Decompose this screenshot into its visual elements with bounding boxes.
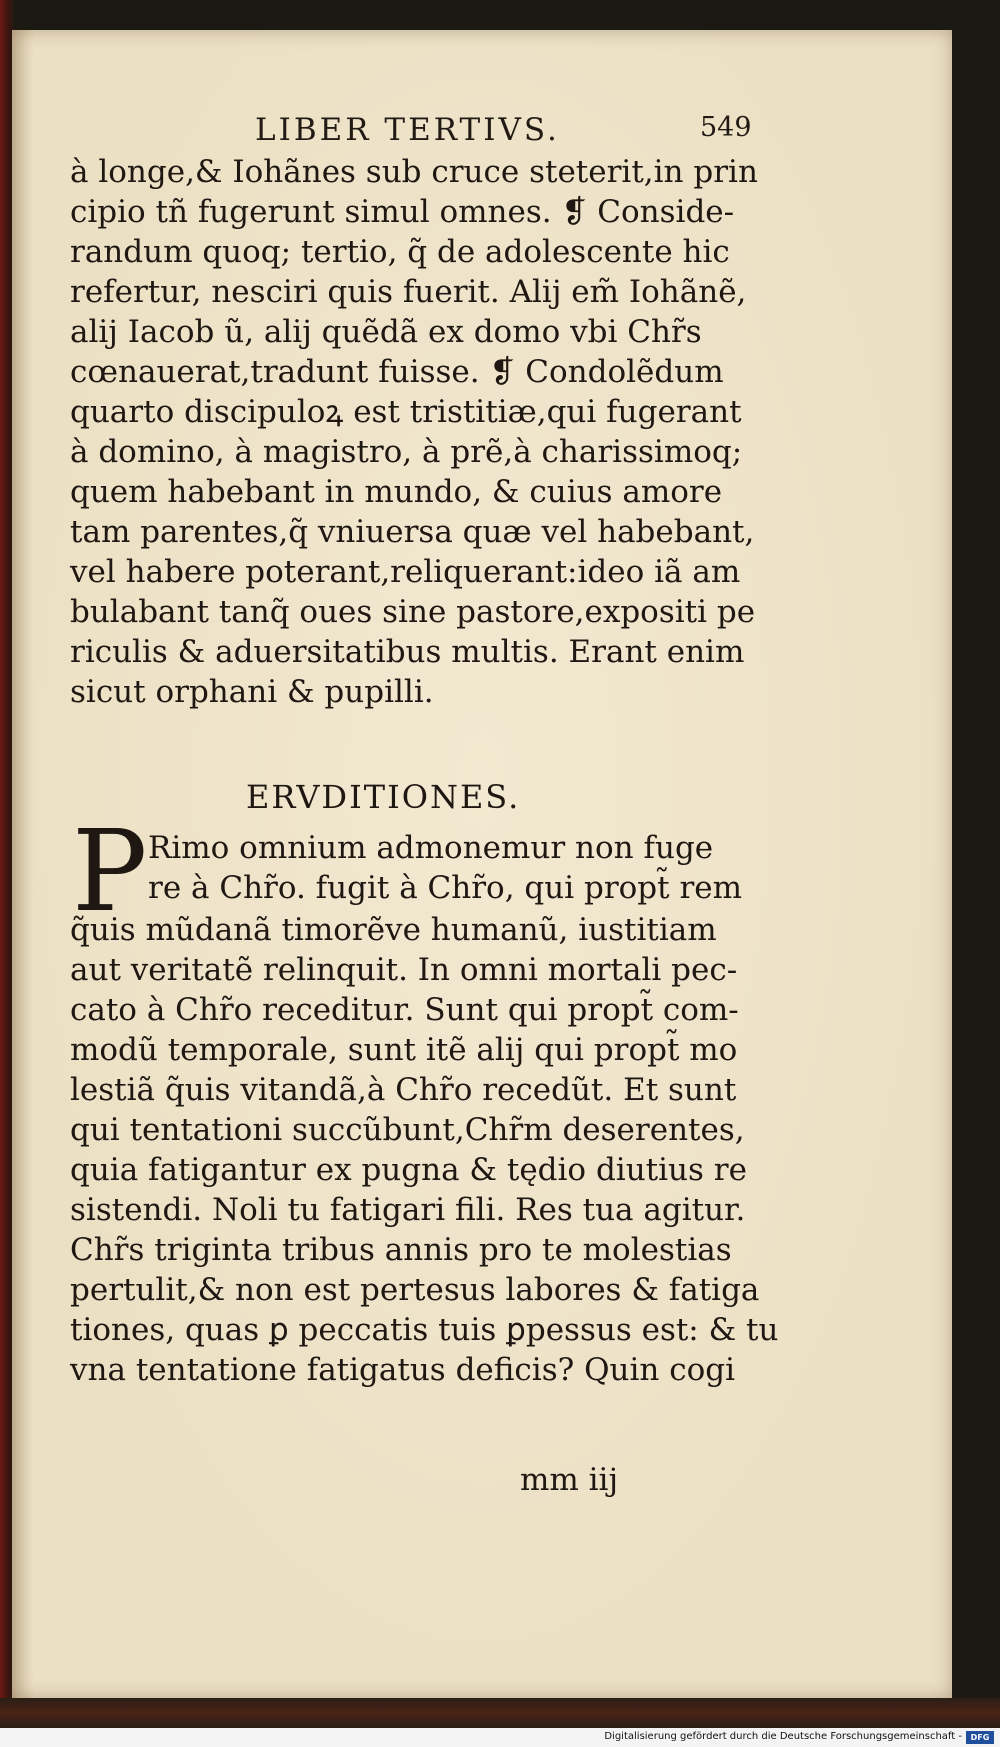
dfg-logo: DFG xyxy=(966,1731,994,1744)
text-line: Chr̃s triginta tribus annis pro te molestias xyxy=(70,1232,732,1268)
text-line: modũ temporale, sunt itẽ alij qui propt̃ mo xyxy=(70,1032,738,1068)
text-line: pertulit,& non est pertesus labores & fatiga xyxy=(70,1272,760,1308)
text-line: re à Chr̃o. fugit à Chr̃o, qui propt̃ rem xyxy=(148,870,743,906)
text-line: vna tentatione fatigatus deficis? Quin cogi xyxy=(70,1352,735,1388)
text-line: quarto discipuloꝝ est tristitiæ,qui fugerant xyxy=(70,394,742,430)
text-line: refertur, nesciri quis fuerit. Alij em̃ Iohãnẽ, xyxy=(70,274,747,310)
text-line: tiones, quas ꝑ peccatis tuis ꝑpessus est: & tu xyxy=(70,1312,779,1348)
page-number: 549 xyxy=(700,112,752,143)
text-line: cipio tñ fugerunt simul omnes. ❡ Conside- xyxy=(70,194,735,230)
book-bottom-edge xyxy=(0,1698,1000,1728)
text-line: lestiã q̃uis vitandã,à Chr̃o recedũt. Et sunt xyxy=(70,1072,737,1108)
digitization-footer xyxy=(0,1728,1000,1747)
text-line: à longe,& Iohãnes sub cruce steterit,in prin xyxy=(70,154,758,190)
text-line: quia fatigantur ex pugna & tędio diutius re xyxy=(70,1152,747,1188)
text-line: vel habere poterant,reliquerant:ideo iã am xyxy=(70,554,741,590)
text-line: randum quoq; tertio, q̃ de adolescente hic xyxy=(70,234,730,270)
text-line: à domino, à magistro, à prẽ,à charissimoq; xyxy=(70,434,743,470)
text-line: sicut orphani & pupilli. xyxy=(70,674,434,710)
signature-mark: mm iij xyxy=(520,1462,619,1498)
footer-credit: Digitalisierung gefördert durch die Deutsche Forschungsgemeinschaft - xyxy=(604,1731,962,1742)
section-heading: ERVDITIONES. xyxy=(246,778,521,816)
decorated-initial: P xyxy=(72,807,148,937)
text-line: Rimo omnium admonemur non fuge xyxy=(148,830,714,866)
text-line: sistendi. Noli tu fatigari fili. Res tua agitur. xyxy=(70,1192,746,1228)
text-line: riculis & aduersitatibus multis. Erant enim xyxy=(70,634,745,670)
text-line: quem habebant in mundo, & cuius amore xyxy=(70,474,723,510)
text-line: q̃uis mũdanã timorẽve humanũ, iustitiam xyxy=(70,912,717,948)
text-line: bulabant tanq̃ oues sine pastore,expositi pe xyxy=(70,594,756,630)
text-line: tam parentes,q̃ vniuersa quæ vel habebant, xyxy=(70,514,755,550)
text-line: cœnauerat,tradunt fuisse. ❡ Condolẽdum xyxy=(70,354,724,390)
text-line: alij Iacob ũ, alij quẽdã ex domo vbi Chr̃s xyxy=(70,314,702,350)
text-line: aut veritatẽ relinquit. In omni mortali pec- xyxy=(70,952,738,988)
running-head: LIBER TERTIVS. xyxy=(255,112,560,148)
text-line: qui tentationi succũbunt,Chr̃m deserentes, xyxy=(70,1112,745,1148)
text-line: cato à Chr̃o receditur. Sunt qui propt̃ com- xyxy=(70,992,739,1028)
